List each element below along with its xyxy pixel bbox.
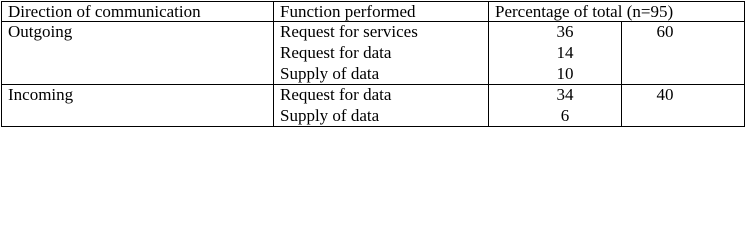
value-cell: 34 [489, 85, 622, 106]
value-cell: 14 [489, 43, 622, 64]
table-row [2, 43, 745, 64]
communication-table [1, 1, 745, 127]
function-cell: Request for services [274, 22, 489, 43]
table-row [2, 106, 745, 127]
header-direction: Direction of communication [2, 2, 274, 22]
function-cell: Supply of data [274, 64, 489, 85]
table-row [2, 85, 745, 106]
table-row [2, 22, 745, 43]
header-row [2, 2, 745, 22]
value-cell: 6 [489, 106, 622, 127]
function-cell: Request for data [274, 85, 489, 106]
function-cell: Request for data [274, 43, 489, 64]
subtotal-cell: 60 [622, 22, 745, 43]
header-percentage: Percentage of total (n=95) [489, 2, 745, 22]
direction-cell: Incoming [2, 85, 274, 106]
direction-cell: Outgoing [2, 22, 274, 43]
table-row [2, 64, 745, 85]
header-function: Function performed [274, 2, 489, 22]
value-cell: 10 [489, 64, 622, 85]
function-cell: Supply of data [274, 106, 489, 127]
value-cell: 36 [489, 22, 622, 43]
subtotal-cell: 40 [622, 85, 745, 106]
